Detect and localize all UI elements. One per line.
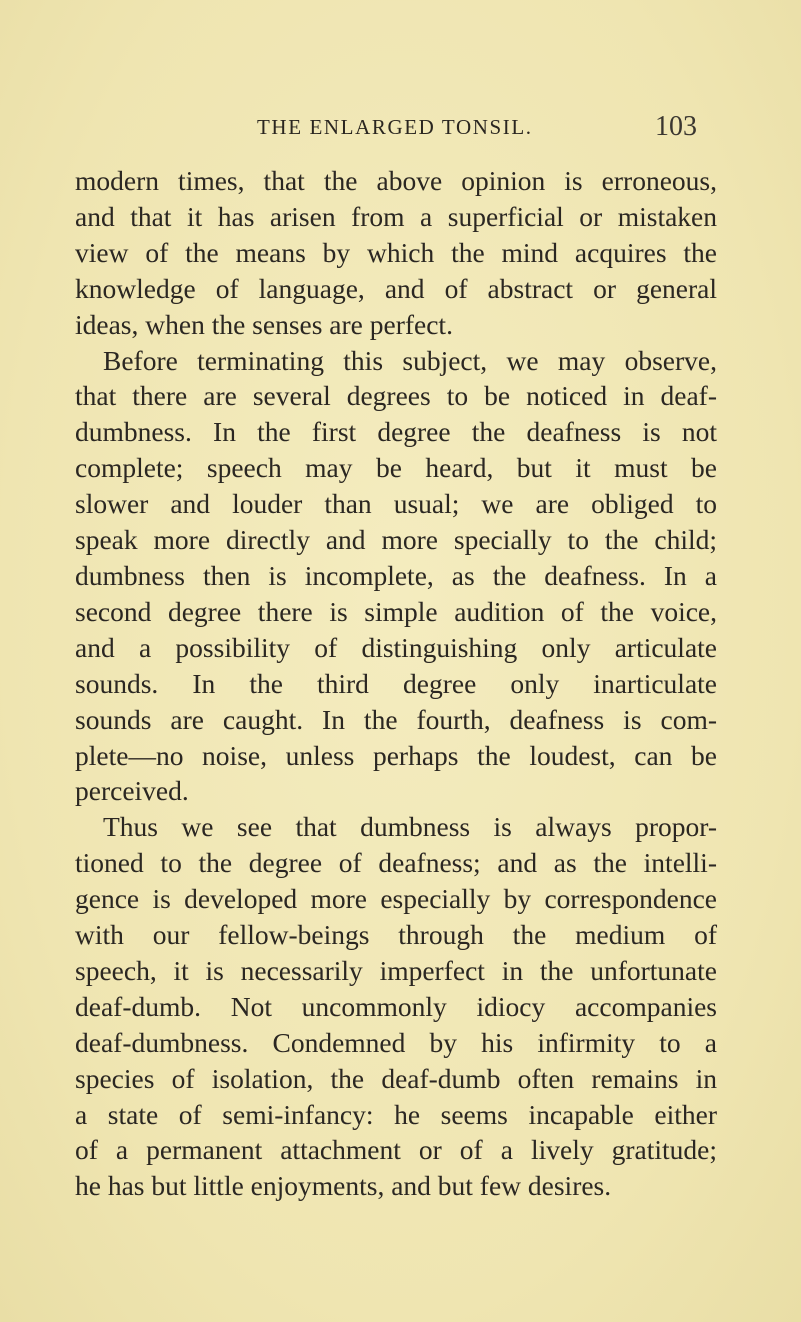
text-line: speech, it is necessarily imperfect in the unfortunate: [75, 954, 717, 986]
text-line: deaf-dumb. Not uncommonly idiocy accompanies: [75, 990, 717, 1022]
text-line: with our fellow-beings through the medium of: [75, 919, 717, 951]
text-line: sounds. In the third degree only inarticulate: [75, 667, 717, 699]
text-line: slower and louder than usual; we are obliged to: [75, 488, 717, 520]
text-line: dumbness. In the first degree the deafness is not: [75, 416, 717, 448]
text-line: a state of semi-infancy: he seems incapable either: [75, 1098, 717, 1130]
text-line: dumbness then is incomplete, as the deafness. In a: [75, 559, 717, 591]
text-line: plete—no noise, unless perhaps the loudest, can be: [75, 739, 717, 771]
text-line: complete; speech may be heard, but it must be: [75, 452, 717, 484]
text-line: species of isolation, the deaf-dumb often remains in: [75, 1062, 717, 1094]
text-line: tioned to the degree of deafness; and as the intelli-: [75, 847, 717, 879]
text-line: of a permanent attachment or of a lively gratitude;: [75, 1134, 717, 1166]
running-head: THE ENLARGED TONSIL.: [257, 115, 533, 139]
text-line: ideas, when the senses are perfect.: [75, 308, 453, 340]
body-text: [75, 163, 717, 1204]
text-line: and that it has arisen from a superficial or mistaken: [75, 200, 717, 232]
text-line: view of the means by which the mind acquires the: [75, 236, 717, 268]
text-line: Before terminating this subject, we may observe,: [103, 344, 717, 376]
page-header: [257, 111, 697, 147]
text-line: knowledge of language, and of abstract or general: [75, 272, 717, 304]
text-line: he has but little enjoyments, and but few desires.: [75, 1170, 612, 1202]
text-line: gence is developed more especially by correspondence: [75, 883, 717, 915]
text-line: sounds are caught. In the fourth, deafness is com-: [75, 703, 717, 735]
text-line: modern times, that the above opinion is erroneous,: [75, 165, 717, 196]
text-line: second degree there is simple audition of the voice,: [75, 595, 717, 627]
text-line: that there are several degrees to be noticed in deaf-: [75, 380, 717, 412]
text-line: perceived.: [75, 775, 189, 807]
text-line: and a possibility of distinguishing only articulate: [75, 631, 717, 663]
page-number: 103: [655, 111, 697, 142]
text-line: Thus we see that dumbness is always propor-: [103, 811, 717, 843]
text-line: speak more directly and more specially to the child;: [75, 524, 717, 556]
text-line: deaf-dumbness. Condemned by his infirmity to a: [75, 1026, 717, 1058]
